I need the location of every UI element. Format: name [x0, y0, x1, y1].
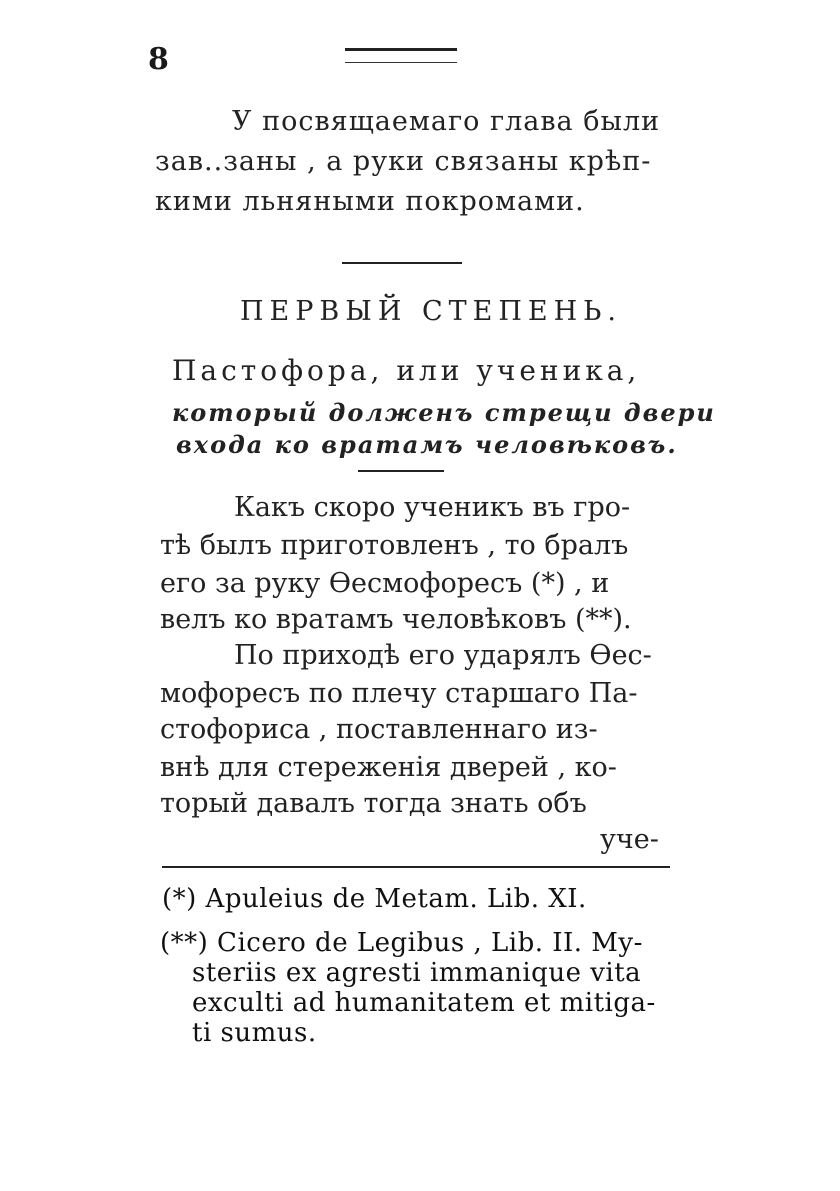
body-catchword: уче- [600, 824, 659, 855]
header-rule-thin [345, 62, 457, 63]
section-italic-line-2: входа ко вратамъ человѣковъ. [176, 430, 678, 459]
intro-line-3: кими льняными покромами. [155, 186, 585, 217]
body-line-3: его за руку Өесмофоресъ (*) , и [160, 568, 610, 599]
body-line-1: Какъ скоро ученикъ въ гро- [234, 492, 631, 523]
footnote-rule [162, 866, 670, 868]
section-italic-line-1: который долженъ стрещи двери [172, 398, 716, 427]
footnote-1: (*) Apuleius de Metam. Lib. XI. [162, 884, 587, 914]
footnote-2-line-1: (**) Cicero de Legibus , Lib. II. My- [160, 928, 643, 958]
body-line-4: велъ ко вратамъ человѣковъ (**). [160, 604, 632, 635]
section-subtitle: Пастофора, или ученика, [172, 354, 641, 387]
footnote-2-line-3: exculti ad humanitatem et mitiga- [192, 988, 656, 1018]
header-rule [345, 48, 457, 51]
footnote-2-line-4: ti sumus. [192, 1018, 317, 1048]
intro-line-2: зав..заны , а руки связаны крѣп- [155, 146, 652, 177]
body-line-8: внѣ для стереженія дверей , ко- [160, 752, 617, 783]
body-line-5: По приходѣ его ударялъ Өес- [234, 640, 652, 671]
section-title: ПЕРВЫЙ СТЕПЕНЬ. [240, 296, 622, 327]
section-divider [342, 262, 462, 264]
body-line-6: мофоресъ по плечу старшаго Па- [160, 678, 638, 709]
body-line-9: торый давалъ тогда знать объ [160, 788, 587, 819]
intro-line-1: У посвящаемаго глава были [232, 106, 661, 137]
body-line-7: стофориса , поставленнаго из- [160, 714, 598, 745]
page-number: 8 [148, 42, 169, 77]
footnote-2-line-2: steriis ex agresti immanique vita [192, 958, 642, 988]
body-line-2: тѣ былъ приготовленъ , то бралъ [160, 530, 629, 561]
subsection-divider [358, 470, 444, 472]
